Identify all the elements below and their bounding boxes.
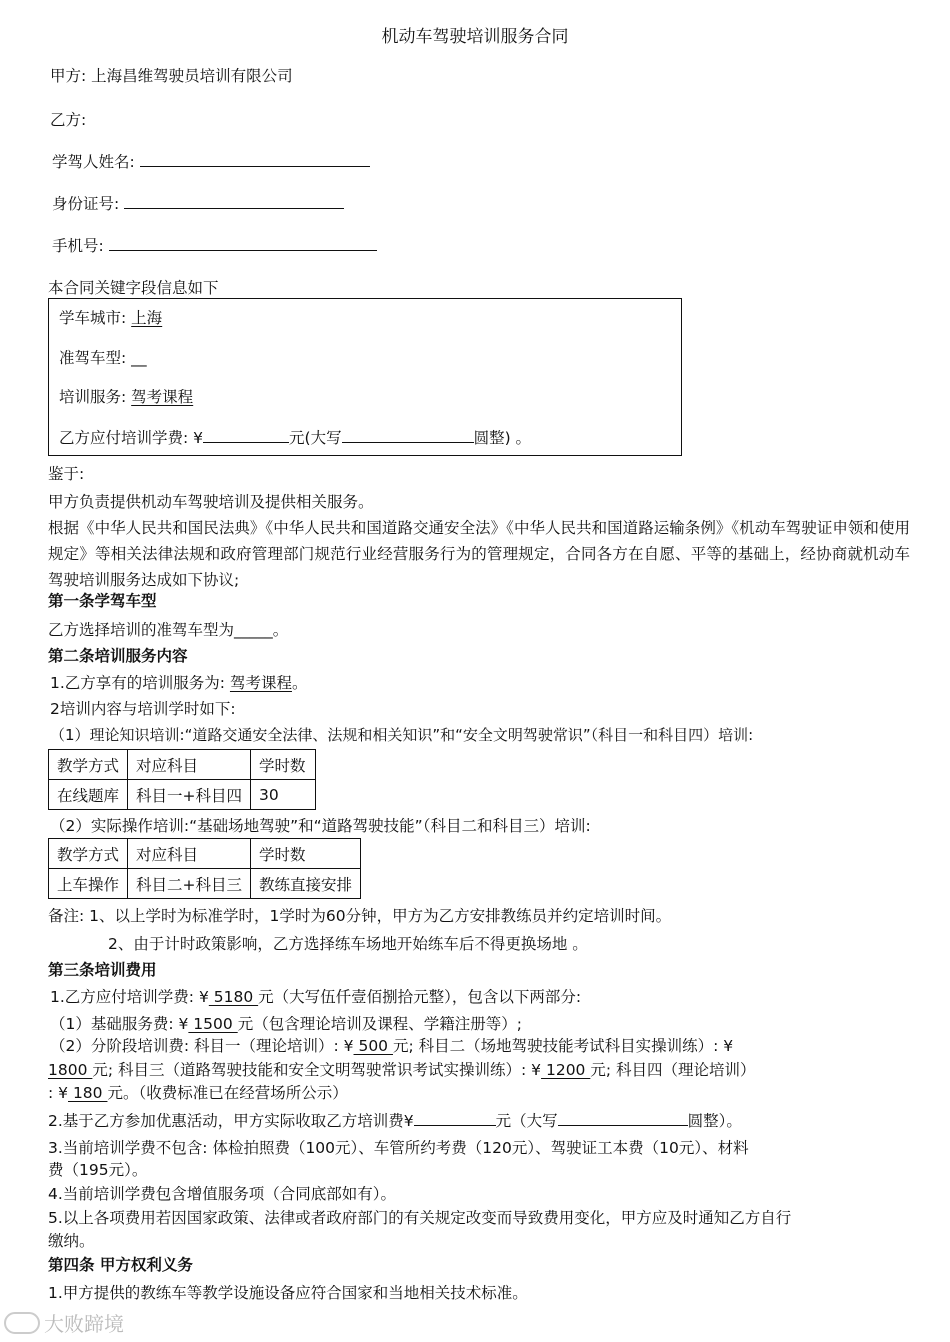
total-fee: 5180 [208,988,259,1006]
party-b: 乙方: [50,111,87,129]
service-value: 驾考课程 [131,388,194,406]
key-fields-intro: 本合同关键字段信息如下 [48,279,219,297]
table-row [49,869,361,899]
contract-title: 机动车驾驶培训服务合同 [381,27,569,47]
service-label: 培训服务: [59,388,127,406]
practice-table [48,838,361,899]
base-fee-row: （1）基础服务费: ¥ 1500 元（包含理论培训及课程、学籍注册等）; [50,1015,522,1033]
whereas-1: 甲方负责提供机动车驾驶培训及提供相关服务。 [48,493,374,511]
student-name-field[interactable] [140,149,370,167]
vehicle-value: __ [131,349,147,367]
article3-item3-l1: 3.当前培训学费不包含: 体检拍照费（100元）、车管所约考费（120元）、驾驶证工本费（10元）、材料 [48,1139,749,1157]
student-name-row [52,149,370,172]
table-row [49,750,316,780]
article1-heading: 第一条学驾车型 [48,592,157,610]
fee-prefix: 乙方应付培训学费: ¥ [59,429,204,447]
table-header: 教学方式 [49,750,128,780]
phone-field[interactable] [109,233,377,251]
fee-mid: 元(大写 [289,429,342,447]
subject4-fee: 180 [68,1084,108,1102]
stage-fee-line-3: : ¥ 180 元。（收费标准已在经营场所公示） [48,1084,348,1102]
fee-words-field[interactable] [342,425,474,443]
city-row [59,306,162,328]
article2-item2: 2培训内容与培训学时如下: [50,700,236,718]
service-value-inline: 驾考课程 [229,674,292,692]
watermark [4,1308,124,1337]
article4-item1: 1.甲方提供的教练车等教学设施设备应符合国家和当地相关技术标准。 [48,1284,528,1302]
article3-item5-l1: 5.以上各项费用若因国家政策、法律或者政府部门的有关规定改变而导致费用变化，甲方应及时通知乙方自行 [48,1209,792,1227]
table-row [49,839,361,869]
table-row [49,780,316,810]
vehicle-row [59,346,147,368]
table-cell: 30 [251,780,316,810]
key-fields-box [48,298,682,456]
watermark-text: 大败蹄境 [44,1312,124,1336]
table-header: 教学方式 [49,839,128,869]
fee-suffix: 圆整) 。 [473,429,532,447]
phone-label: 手机号: [52,237,104,255]
table-header: 对应科目 [128,839,251,869]
subject3-fee: 1200 [541,1061,591,1079]
article3-item5-l2: 缴纳。 [48,1232,95,1250]
id-row [52,191,344,214]
note-2: 2、由于计时政策影响，乙方选择练车场地开始练车后不得更换场地 。 [108,935,588,953]
table-cell: 科目二+科目三 [128,869,251,899]
subject2-fee: 1800 [48,1061,93,1079]
stage-fee-line-2: 1800 元; 科目三（道路驾驶技能和安全文明驾驶常识考试实操训练）: ¥ 1200 元; 科目四（理论培训） [48,1061,756,1079]
phone-row [52,233,377,256]
article1-text: 乙方选择培训的准驾车型为_____。 [48,621,289,639]
watermark-logo-icon [4,1312,40,1334]
table-header: 学时数 [251,750,316,780]
article3-heading: 第三条培训费用 [48,961,157,979]
id-number-field[interactable] [124,191,344,209]
whereas-heading: 鉴于: [48,465,85,483]
city-value: 上海 [131,309,163,327]
article4-heading: 第四条 甲方权利义务 [48,1256,193,1274]
table-cell: 上车操作 [49,869,128,899]
whereas-2: 根据《中华人民共和国民法典》《中华人民共和国道路交通安全法》《中华人民共和国道路运输条例》《机动车驾驶证申领和使用规定》等相关法律法规和政府管理部门规范行业经营服务行为的管理规定，合同各方在自愿、平等的基础上，经协商就机动车驾驶培训服务达成如下协议; [48,519,910,589]
service-row [59,385,193,407]
theory-table [48,749,316,810]
article3-item3-l2: 费（195元）。 [48,1161,148,1179]
table-header: 学时数 [251,839,361,869]
party-a: 甲方: 上海昌维驾驶员培训有限公司 [50,67,293,85]
fee-amount-field[interactable] [203,425,289,443]
fee-row [59,425,531,448]
practice-intro: （2）实际操作培训:“基础场地驾驶”和“道路驾驶技能”（科目二和科目三）培训: [50,817,591,835]
vehicle-label: 准驾车型: [59,349,127,367]
table-cell: 在线题库 [49,780,128,810]
student-name-label: 学驾人姓名: [52,153,135,171]
subject1-fee: 500 [353,1037,393,1055]
article3-item4: 4.当前培训学费包含增值服务项（合同底部如有）。 [48,1185,397,1203]
table-cell: 科目一+科目四 [128,780,251,810]
note-1: 备注: 1、以上学时为标准学时，1学时为60分钟，甲方为乙方安排教练员并约定培训时间。 [48,907,672,925]
id-label: 身份证号: [52,195,120,213]
article3-item2: 2.基于乙方参加优惠活动，甲方实际收取乙方培训费¥ 元（大写 圆整）。 [48,1108,742,1131]
article3-item1: 1.乙方应付培训学费: ¥ 5180 元（大写伍仟壹佰捌拾元整），包含以下两部分: [50,988,582,1006]
article2-heading: 第二条培训服务内容 [48,647,188,665]
table-cell: 教练直接安排 [251,869,361,899]
theory-intro: （1）理论知识培训:“道路交通安全法律、法规和相关知识”和“安全文明驾驶常识”（科目一和科目四）培训: [50,726,754,744]
article2-item1: 1.乙方享有的培训服务为: 驾考课程。 [50,674,308,692]
city-label: 学车城市: [59,309,127,327]
stage-fee-line-1: （2）分阶段培训费: 科目一（理论培训）: ¥ 500 元; 科目二（场地驾驶技能考试科目实操训练）: ¥ [50,1037,734,1055]
actual-fee-field[interactable] [414,1108,496,1126]
table-header: 对应科目 [128,750,251,780]
base-fee: 1500 [188,1015,238,1033]
actual-fee-words-field[interactable] [558,1108,688,1126]
